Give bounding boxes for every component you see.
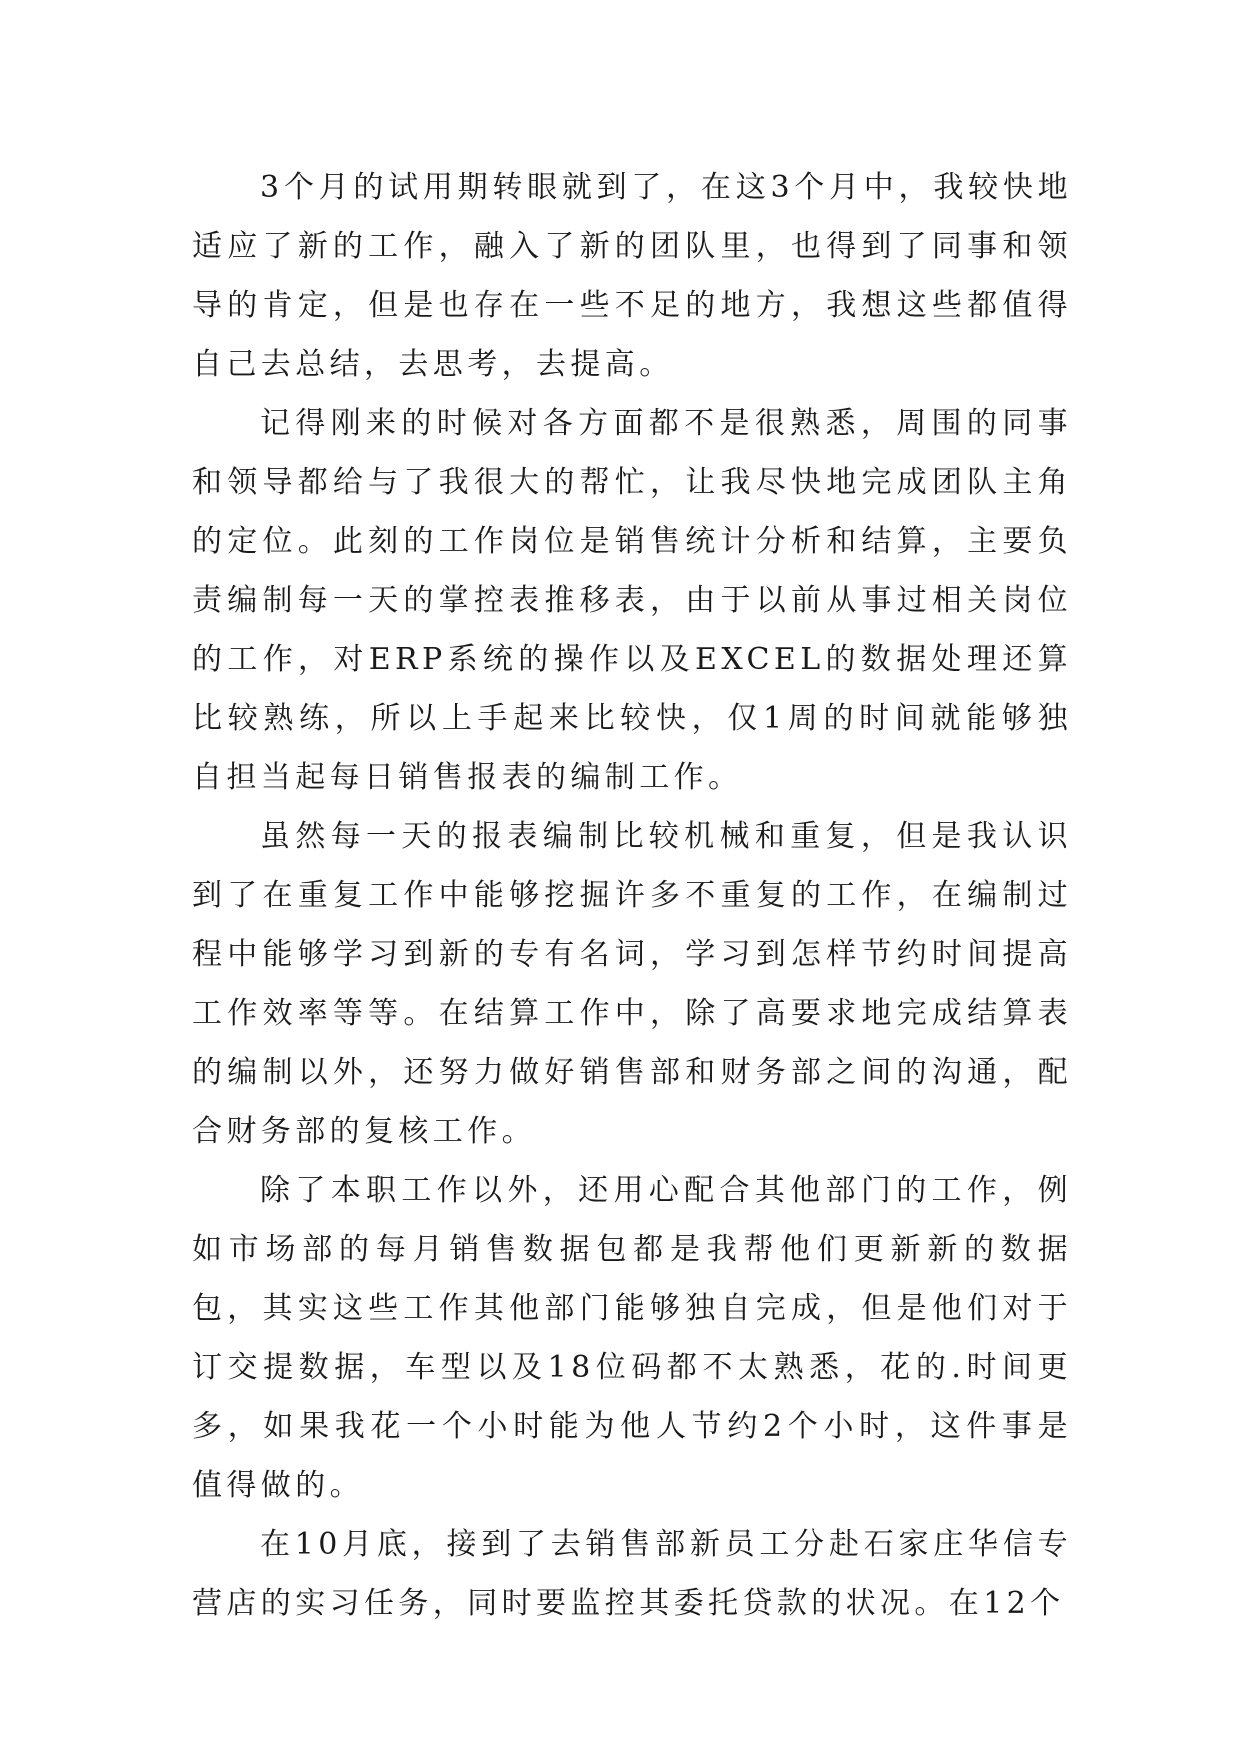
paragraph-1: 3个月的试用期转眼就到了，在这3个月中，我较快地适应了新的工作，融入了新的团队里，也得到了同事和领导的肯定，但是也存在一些不足的地方，我想这些都值得自己去总结，去思考，去提高。 (192, 170, 1072, 382)
document-body (192, 158, 1072, 1633)
paragraph-4: 除了本职工作以外，还用心配合其他部门的工作，例如市场部的每月销售数据包都是我帮他们更新新的数据包，其实这些工作其他部门能够独自完成，但是他们对于订交提数据，车型以及18位码都不太熟悉，花的.时间更多，如果我花一个小时能为他人节约2个小时，这件事是值得做的。 (192, 1173, 1072, 1503)
paragraph-2: 记得刚来的时候对各方面都不是很熟悉，周围的同事和领导都给与了我很大的帮忙，让我尽快地完成团队主角的定位。此刻的工作岗位是销售统计分析和结算，主要负责编制每一天的掌控表推移表，由于以前从事过相关岗位的工作，对ERP系统的操作以及EXCEL的数据处理还算比较熟练，所以上手起来比较快，仅1周的时间就能够独自担当起每日销售报表的编制工作。 (192, 406, 1072, 795)
paragraph-5: 在10月底，接到了去销售部新员工分赴石家庄华信专营店的实习任务，同时要监控其委托贷款的状况。在12个 (192, 1527, 1072, 1621)
paragraph-3: 虽然每一天的报表编制比较机械和重复，但是我认识到了在重复工作中能够挖掘许多不重复的工作，在编制过程中能够学习到新的专有名词，学习到怎样节约时间提高工作效率等等。在结算工作中，除了高要求地完成结算表的编制以外，还努力做好销售部和财务部之间的沟通，配合财务部的复核工作。 (192, 819, 1072, 1149)
